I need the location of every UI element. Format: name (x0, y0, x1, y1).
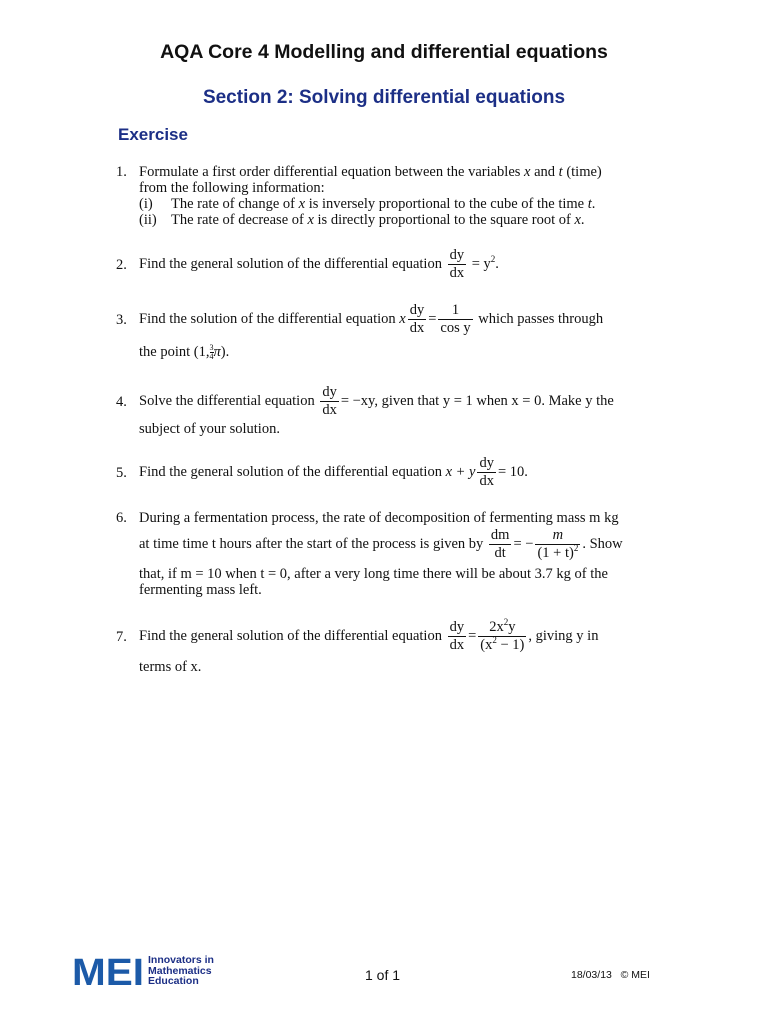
document-title: AQA Core 4 Modelling and differential equations (160, 41, 608, 63)
derivative-fraction: $\frac{dy}{dx}$ (449, 619, 465, 653)
question-number: 5. (116, 465, 127, 481)
question-number: 2. (116, 257, 127, 273)
logo-tagline: Innovators in Mathematics Education (148, 954, 214, 987)
mei-logo (72, 955, 146, 992)
question-1-part-i: (i) The rate of change of x is inversely proportional to the cube of the time t. (139, 196, 596, 212)
question-number: 7. (116, 629, 127, 645)
question-1-part-ii: (ii) The rate of decrease of x is directly proportional to the square root of x. (139, 212, 585, 228)
page-number: 1 of 1 (365, 967, 401, 983)
derivative-fraction: $\frac{dm}{dt}$ (490, 527, 510, 561)
rhs-fraction: $\frac{1}{\text{cos y}}$ (440, 302, 471, 336)
rhs-fraction: $\frac{2x^2y}{(x^2 - 1)}$ (480, 617, 525, 653)
derivative-fraction: $\frac{dy}{dx}$ (479, 455, 494, 489)
svg-text:MEI: MEI (72, 955, 144, 987)
derivative-fraction: $\frac{dy}{dx}$ (449, 247, 465, 281)
date-copyright: 18/03/13 © MEI (571, 969, 650, 981)
derivative-fraction: $\frac{dy}{dx}$ (322, 384, 337, 418)
question-number: 3. (116, 312, 127, 328)
question-number: 1. (116, 164, 127, 180)
question-number: 4. (116, 394, 127, 410)
section-title: Section 2: Solving differential equations (202, 87, 566, 108)
exercise-heading: Exercise (118, 125, 188, 144)
derivative-fraction: $\frac{dy}{dx}$ (409, 302, 425, 336)
question-number: 6. (116, 510, 127, 526)
rhs-fraction: $\frac{m}{(1 + t)^2}$ (537, 527, 579, 561)
mei-logo-icon (72, 955, 146, 987)
